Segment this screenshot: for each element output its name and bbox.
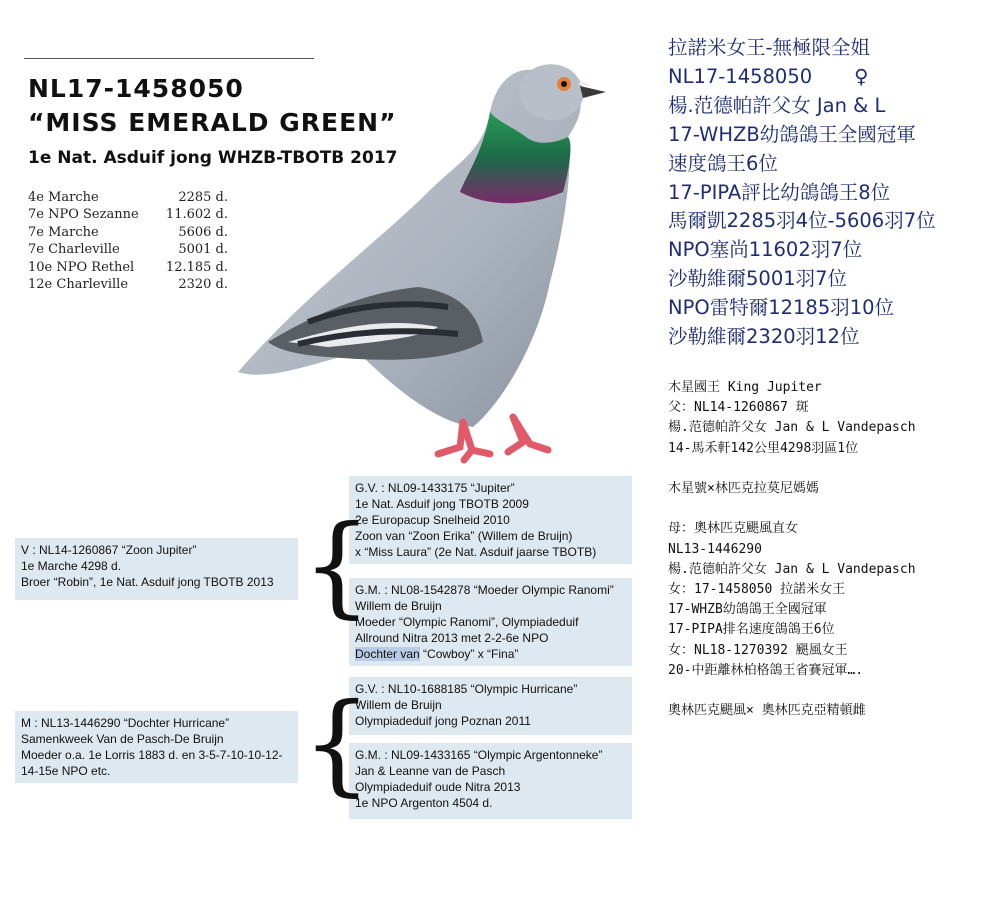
gm2-ring: G.M. : NL09-1433165 “Olympic Argentonneke” (355, 748, 603, 762)
dam-box (15, 711, 298, 783)
chinese-ring-line (668, 63, 936, 92)
result-birds: 2285 d. (178, 190, 228, 205)
chinese-head-line: 沙勒維爾5001羽7位 (668, 267, 848, 291)
gv2-line: Olympiadeduif jong Poznan 2011 (355, 714, 531, 728)
result-row (28, 206, 228, 223)
result-birds: 5001 d. (178, 242, 228, 258)
chinese-head-line: 沙勒維爾2320羽12位 (668, 325, 860, 349)
gv1-line: x “Miss Laura” (2e Nat. Asduif jaarse TBOTB) (355, 545, 597, 559)
result-place: 10e NPO Rethel (28, 259, 135, 275)
dam-zh-line: 母：奧林匹克颶風直女 (668, 521, 799, 537)
sire-grandfather-box (349, 476, 632, 564)
dam-line: 14-15e NPO etc. (21, 764, 111, 778)
dam-ring: M : NL13-1446290 “Dochter Hurricane” (21, 716, 230, 730)
sire-line: Broer “Robin”, 1e Nat. Asduif jong TBOTB 2013 (21, 575, 274, 589)
sire-box (15, 538, 298, 600)
text-selection-highlight[interactable]: Dochter van (355, 647, 420, 661)
chinese-ring: NL17-1458050 (668, 64, 813, 88)
result-place: 7e NPO Sezanne (28, 207, 139, 223)
gv1-line: 2e Europacup Snelheid 2010 (355, 513, 510, 527)
gv2-line: Willem de Bruijn (355, 698, 442, 712)
gv2-ring: G.V. : NL10-1688185 “Olympic Hurricane” (355, 682, 578, 696)
sire-zh-line: 木星國王 King Jupiter (668, 380, 822, 395)
sire-cross: 木星號×林匹克拉莫尼媽媽 (668, 481, 819, 496)
result-place: 4e Marche (28, 190, 99, 205)
pigeon-title: 1e Nat. Asduif jong WHZB-TBOTB 2017 (28, 148, 398, 168)
chinese-head-line: 17-WHZB幼鴿鴿王全國冠軍 (668, 122, 916, 146)
result-place: 12e Charleville (28, 277, 129, 293)
gm2-line: 1e NPO Argenton 4504 d. (355, 796, 493, 810)
result-place: 7e Charleville (28, 242, 120, 258)
gm1-ring: G.M. : NL08-1542878 “Moeder Olympic Ranomi” (355, 583, 614, 597)
pigeon-photo (228, 42, 628, 472)
pigeon-name: “MISS EMERALD GREEN” (28, 108, 397, 137)
sire-zh-line: 14-馬禾軒142公里4298羽區1位 (668, 440, 859, 456)
results-list (28, 189, 228, 293)
dam-line: Samenkweek Van de Pasch-De Bruijn (21, 732, 224, 746)
gv1-ring: G.V. : NL09-1433175 “Jupiter” (355, 481, 515, 495)
sire-ring: V : NL14-1260867 “Zoon Jupiter” (21, 543, 197, 557)
gm1-line: Moeder “Olympic Ranomi”, Olympiadeduif (355, 615, 579, 629)
chinese-head-line: 17-PIPA評比幼鴿鴿王8位 (668, 180, 891, 204)
female-icon: ♀ (854, 64, 869, 88)
dam-zh-line: 17-WHZB幼鴿鴿王全國冠軍 (668, 602, 827, 618)
gm2-line: Olympiadeduif oude Nitra 2013 (355, 780, 521, 794)
gv1-line: Zoon van “Zoon Erika” (Willem de Bruijn) (355, 529, 573, 543)
gm1-line-rest: “Cowboy” x “Fina” (419, 647, 519, 661)
sire-zh-line: 父：NL14-1260867 斑 (668, 400, 809, 416)
dam-zh-line: 女：NL18-1270392 颶風女王 (668, 642, 848, 658)
gm1-line: Willem de Bruijn (355, 599, 442, 613)
chinese-head-line: 楊.范德帕許父女 Jan & L (668, 93, 886, 117)
dam-zh-line: 17-PIPA排名速度鴿鴿王6位 (668, 622, 835, 638)
result-row (28, 276, 228, 293)
result-birds: 12.185 d. (165, 259, 228, 275)
chinese-header (668, 34, 936, 352)
result-row (28, 241, 228, 258)
ring-number: NL17-1458050 (28, 74, 244, 103)
result-birds: 2320 d. (178, 277, 228, 293)
result-place: 7e Marche (28, 224, 99, 240)
dam-zh-line: 20-中距離林柏格鴿王省賽冠軍…. (668, 662, 864, 678)
dam-zh-line: 楊.范德帕許父女 Jan & L Vandepasch (668, 561, 916, 577)
chinese-title: 拉諾米女王-無極限全姐 (668, 36, 871, 59)
chinese-head-line: NPO塞尚11602羽7位 (668, 238, 863, 262)
result-row (28, 259, 228, 276)
brace-sire: { (302, 501, 372, 629)
chinese-head-line: 馬爾凱2285羽4位-5606羽7位 (668, 209, 936, 233)
sire-line: 1e Marche 4298 d. (21, 559, 122, 573)
result-birds: 5606 d. (178, 224, 228, 240)
gm1-line-last (355, 646, 626, 662)
dam-grandfather-box (349, 677, 632, 735)
dam-zh-line: 女：17-1458050 拉諾米女王 (668, 582, 846, 597)
gm1-line: Allround Nitra 2013 met 2-2-6e NPO (355, 631, 549, 645)
sire-grandmother-box (349, 578, 632, 666)
sire-zh-line: 楊.范德帕許父女 Jan & L Vandepasch (668, 420, 916, 436)
dam-grandmother-box (349, 743, 632, 819)
result-birds: 11.602 d. (165, 207, 228, 223)
dam-line: Moeder o.a. 1e Lorris 1883 d. en 3-5-7-10-10-12- (21, 748, 283, 762)
result-row (28, 189, 228, 206)
dam-cross: 奧林匹克颶風× 奧林匹克亞精頓雌 (668, 703, 866, 719)
gm2-line: Jan & Leanne van de Pasch (355, 764, 506, 778)
chinese-head-line: NPO雷特爾12185羽10位 (668, 296, 895, 320)
gv1-line: 1e Nat. Asduif jong TBOTB 2009 (355, 497, 529, 511)
brace-dam: { (302, 679, 372, 807)
dam-zh-line: NL13-1446290 (668, 541, 762, 557)
chinese-pedigree (668, 378, 916, 721)
chinese-head-line: 速度鴿王6位 (668, 151, 778, 175)
result-row (28, 224, 228, 241)
